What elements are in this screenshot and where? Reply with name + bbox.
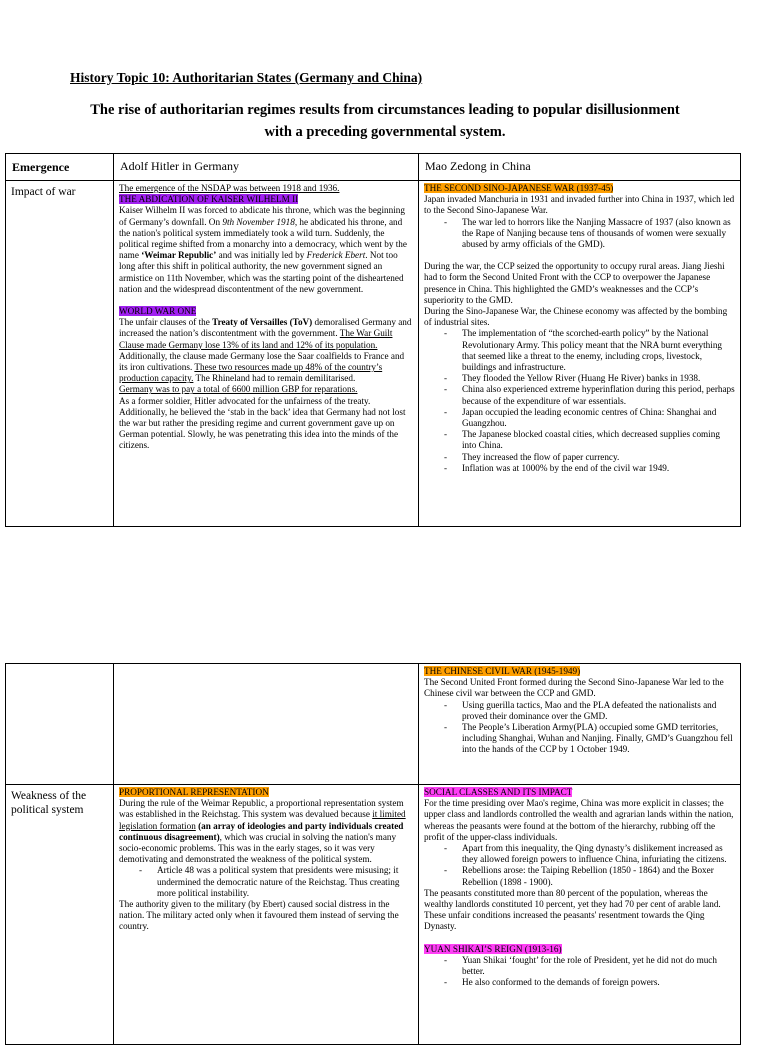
versailles-paragraph: The unfair clauses of the Treaty of Versailles (ToV) demoralised Germany and increased the nation’s discontentment with the government. The War Guilt Clause made Germany lose 13% of its land and 12% of its population. Additionally, the clause made Germany lose the Saar coalfields to France and its iron cultivations. These two resources made up 48% of the country’s production capacity. The Rhineland had to remain demilitarised.: [119, 317, 412, 384]
list-item: - Yuan Shikai ‘fought’ for the role of President, yet he did not do much better.: [462, 955, 736, 977]
nsdap-emergence-text: The emergence of the NSDAP was between 1918 and 1936.: [119, 183, 340, 193]
cell-germany-weakness: [114, 785, 419, 1045]
list-item: - Rebellions arose: the Taiping Rebellion (1850 - 1864) and the Boxer Rebellion (1898 - 1900).: [462, 865, 736, 887]
list-item: - Inflation was at 1000% by the end of the civil war 1949.: [462, 463, 736, 474]
proportional-paragraph: During the rule of the Weimar Republic, a proportional representation system was established in the Reichstag. This system was devalued because it limited legislation formation (an array of ideologies and party individuals created continuous disagreement), which was crucial in solving the nation's many socio-economic problems. This was in the early stages, so it was very demotivating and demonstrated the weakness of the political system.: [119, 798, 406, 865]
cell-china-war: [419, 181, 741, 527]
header-mao: Mao Zedong in China: [419, 154, 741, 181]
comparison-table-page2: [5, 663, 741, 1045]
heading-world-war-one: WORLD WAR ONE: [119, 306, 197, 317]
list-item: - The Japanese blocked coastal cities, which decreased supplies coming into China.: [462, 429, 736, 451]
economy-paragraph: During the Sino-Japanese War, the Chinese economy was affected by the bombing of industrial sites.: [424, 306, 728, 328]
peasants-paragraph: The peasants constituted more than 80 percent of the population, whereas the wealthy landlords constituted 10 percent, yet they had 70 per cent of arable land. These unfair conditions increased the peasants' resentment towards the Qing Dynasty.: [424, 887, 721, 932]
heading-sino-japanese-war: THE SECOND SINO-JAPANESE WAR (1937-45): [424, 183, 614, 193]
reparations-text: Germany was to pay a total of 6600 million GBP for reparations.: [119, 384, 358, 395]
table-header-row: [6, 154, 741, 181]
heading-proportional-representation: PROPORTIONAL REPRESENTATION: [119, 787, 269, 797]
cell-china-weakness: [419, 785, 741, 1045]
economy-list: [424, 328, 736, 474]
stab-in-back-paragraph: As a former soldier, Hitler advocated for the unfairness of the treaty. Additionally, he believed the ‘stab in the back’ idea that Germany had not lost the war but rather the presiding regime and current government gave up on German potential. Slowly, he was penetrating this idea into the minds of the citizens.: [119, 395, 406, 451]
civil-war-list: [424, 700, 736, 756]
document-subtitle: The rise of authoritarian regimes results from circumstances leading to popular disillusionment with a preceding governmental system.: [90, 102, 680, 140]
military-paragraph: The authority given to the military (by Ebert) caused social distress in the nation. The military acted only when it favoured them instead of serving the country.: [119, 899, 399, 932]
list-item: - The war led to horrors like the Nanjing Massacre of 1937 (also known as the Rape of Nanjing because tens of thousands of women were sexually abused by army officials of the GMD).: [462, 217, 736, 251]
ccp-opportunity-paragraph: During the war, the CCP seized the opportunity to occupy rural areas. Jiang Jieshi had to form the Second United Front with the CCP to overpower the Japanese presence in China. This highlighted the GMD’s weaknesses and the CCP’s superiority to the GMD.: [424, 261, 725, 305]
empty-germany-cell: [114, 664, 419, 785]
list-item: - They increased the flow of paper currency.: [462, 452, 736, 463]
heading-yuan-shikai: YUAN SHIKAI’S REIGN (1913-16): [424, 943, 562, 954]
table-row-impact-of-war: [6, 181, 741, 527]
row-label-weakness: Weakness of the political system: [6, 785, 114, 1045]
table-row-political-weakness: [6, 785, 741, 1045]
abdication-paragraph: Kaiser Wilhelm II was forced to abdicate his throne, which was the beginning of Germany’s downfall. On 9th November 1918, he abdicated his throne, and the nation's political system immediately took a wild turn. Suddenly, the political regime shifted from a monarchy into a democracy, which went by the name ‘Weimar Republic’ and was initially led by Frederick Ebert. Not too long after this shift in political authority, the new government signed an armistice on 11th November, which was the starting point of the disheartened nation and the widespread discontentment of the new government.: [119, 205, 407, 294]
list-item: - Japan occupied the leading economic centres of China: Shanghai and Guangzhou.: [462, 407, 736, 429]
cell-china-civil-war: [419, 664, 741, 785]
list-item: - The implementation of “the scorched-earth policy” by the National Revolutionary Army. This policy meant that the NRA burnt everything that seemed like a threat to the enemy, including crops, livestock, buildings and infrastructure.: [462, 328, 736, 373]
list-item: - He also conformed to the demands of foreign powers.: [462, 977, 736, 988]
comparison-table-page1: [5, 153, 741, 527]
document-title: History Topic 10: Authoritarian States (Germany and China): [70, 70, 423, 85]
list-item: - The People’s Liberation Army(PLA) occupied some GMD territories, including Shanghai, Wuhan and Nanjing. Finally, GMD’s Guangzhou fell into the hands of the CCP by 1 October 1949.: [462, 722, 736, 756]
row-label-impact-of-war: Impact of war: [6, 181, 114, 527]
manchuria-paragraph: Japan invaded Manchuria in 1931 and invaded further into China in 1937, which led to the Second Sino-Japanese War.: [424, 194, 735, 216]
heading-abdication: THE ABDICATION OF KAISER WILHELM II: [119, 194, 299, 205]
yuan-shikai-list: [424, 955, 736, 989]
article-48-list: [119, 865, 414, 899]
cell-germany-war: [114, 181, 419, 527]
list-item: - Using guerilla tactics, Mao and the PLA defeated the nationalists and proved their dominance over the GMD.: [462, 700, 736, 722]
list-item: - They flooded the Yellow River (Huang He River) banks in 1938.: [462, 373, 736, 384]
header-hitler: Adolf Hitler in Germany: [114, 154, 419, 181]
heading-social-classes: SOCIAL CLASSES AND ITS IMPACT: [424, 787, 573, 797]
qing-list: [424, 843, 736, 888]
header-emergence: Emergence: [6, 154, 114, 181]
list-item: - Apart from this inequality, the Qing dynasty’s dislikement increased as they allowed foreign powers to influence China, infuriating the citizens.: [462, 843, 736, 865]
empty-label-cell: [6, 664, 114, 785]
table-row-civil-war: [6, 664, 741, 785]
list-item: - Article 48 was a political system that presidents were misusing; it undermined the democratic nature of the Reichstag. Thus creating more political instability.: [157, 865, 414, 899]
heading-chinese-civil-war: THE CHINESE CIVIL WAR (1945-1949): [424, 666, 581, 676]
united-front-paragraph: The Second United Front formed during the Second Sino-Japanese War led to the Chinese civil war between the CCP and GMD.: [424, 677, 724, 699]
list-item: - China also experienced extreme hyperinflation during this period, perhaps because of the expenditure of war essentials.: [462, 384, 736, 406]
social-classes-paragraph: For the time presiding over Mao's regime, China was more explicit in classes; the upper class and landlords controlled the wealth and agrarian lands within the nation, whereas the peasants were found at the bottom of the hierarchy, rubbing off the profit of the upper-class individuals.: [424, 798, 734, 842]
nanjing-list: [424, 217, 736, 251]
